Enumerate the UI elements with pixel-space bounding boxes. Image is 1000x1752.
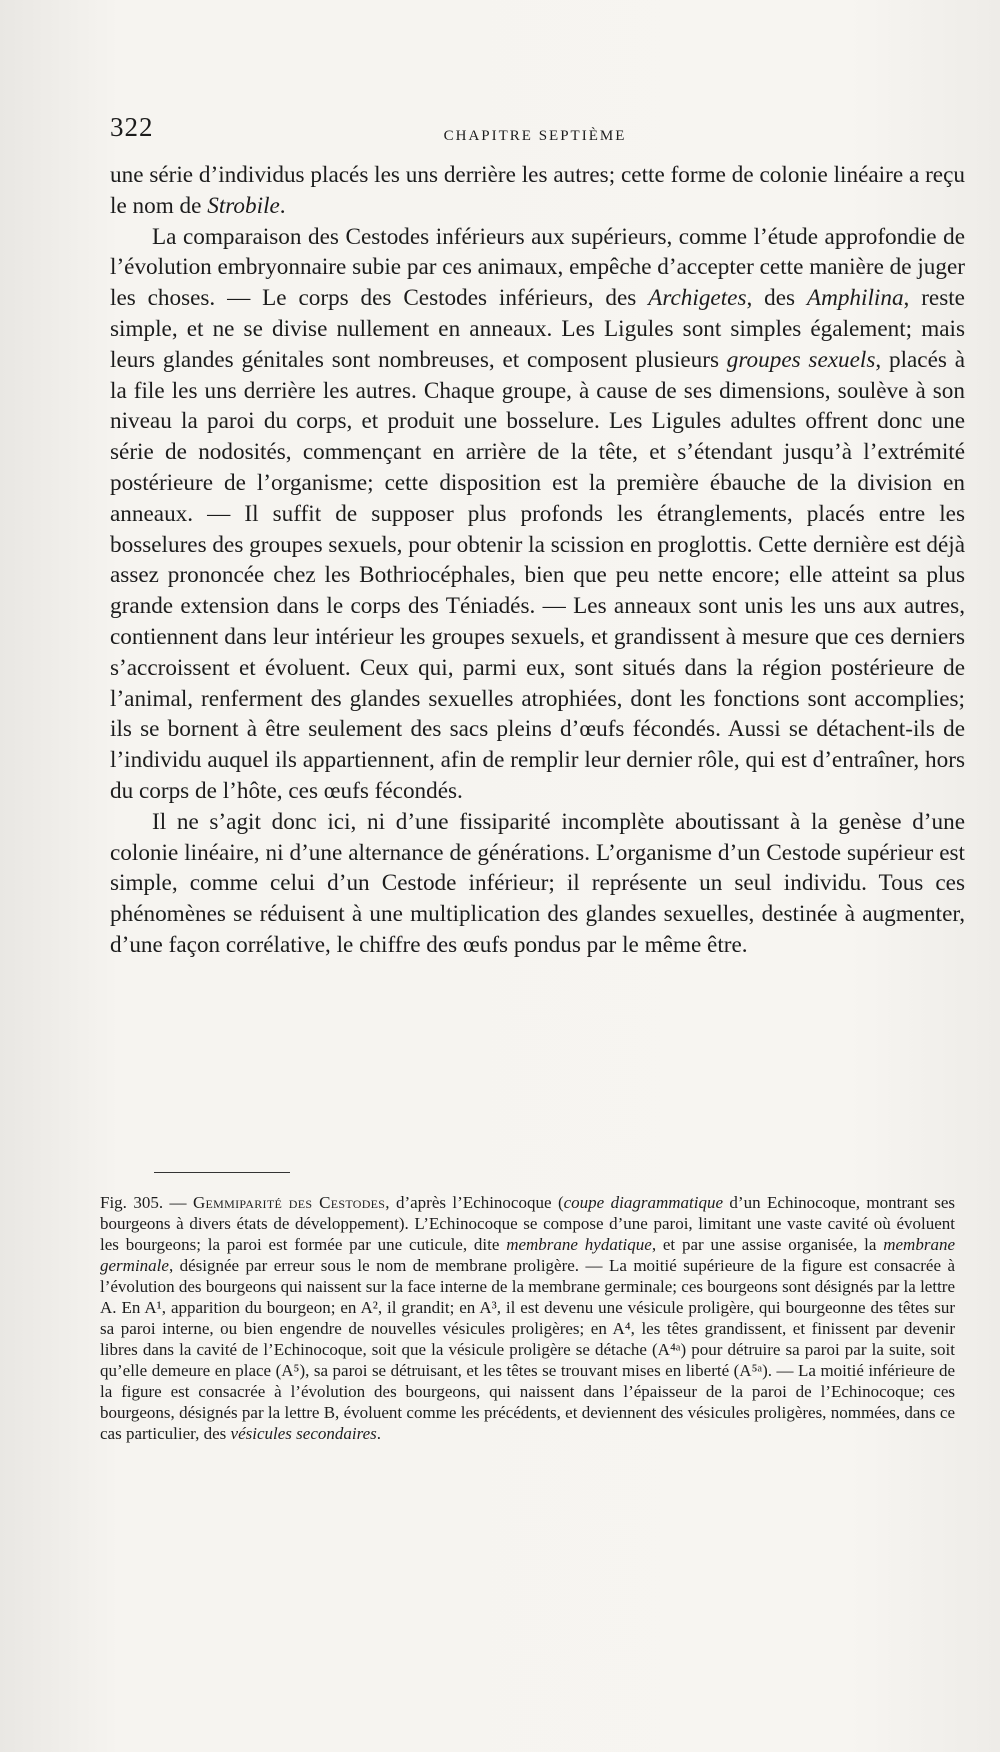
text-run: , reste simple, et ne se divise nullement en anneaux. Les Ligules sont simples également; mais leurs glandes génitales sont nombreuses, et composent plusieurs xyxy=(110,285,965,373)
figure-title: Gemmiparité des Cestodes xyxy=(192,1193,386,1212)
caption-run: . xyxy=(376,1424,381,1443)
caption-run: , d’après l’Echinocoque ( xyxy=(385,1193,564,1212)
footnote-rule xyxy=(154,1172,290,1173)
text-run: une série d’individus placés les uns derrière les autres; cette forme de colonie linéaire a reçu le nom de xyxy=(110,162,965,219)
caption-run: d’un Echinocoque, montrant ses bourgeons à divers états de développement). L’Echinocoque se compose d’une paroi, limitant une vaste cavité où évoluent les bourgeons; la paroi est formée par une cuticule, dite xyxy=(100,1193,955,1254)
text-run: , placés à la file les uns derrière les autres. Chaque groupe, à cause de ses dimensions, soulève à son niveau la paroi du corps, et produit une bosselure. Les Ligules adultes offrent donc une série de nodosités, commençant en arrière de la tête, et s’étendant jusqu’à l’extrémité postérieure de l’organisme; cette disposition est la première ébauche de la division en anneaux. — Il suffit de supposer plus profonds les étranglements, placés entre les bosselures des groupes sexuels, pour obtenir la scission en proglottis. Cette dernière est déjà assez prononcée chez les Bothriocéphales, bien que peu nette encore; elle atteint sa plus grande extension dans le corps des Téniadés. — Les anneaux sont unis les uns aux autres, contiennent dans leur intérieur les groupes sexuels, et grandissent à mesure que ces derniers s’accroissent et évoluent. Ceux qui, parmi eux, sont situés dans la région postérieure de l’animal, renferment des glandes sexuelles atrophiées, dont les fonctions sont accomplies; ils se bornent à être seulement des sacs pleins d’œufs fécondés. Aussi se détachent-ils de l’individu auquel ils appartiennent, afin de remplir leur dernier rôle, qui est d’entraîner, hors du corps de l’hôte, ces œufs fécondés. xyxy=(110,346,965,804)
text-run: Il ne s’agit donc ici, ni d’une fissiparité incomplète aboutissant à la genèse d’une colonie linéaire, ni d’une alternance de générations. L’organisme d’un Cestode supérieur est simple, comme celui d’un Cestode inférieur; il représente un seul individu. Tous ces phénomènes se réduisent à une multiplication des glandes sexuelles, destinée à augmenter, d’une façon corrélative, le chiffre des œufs pondus par le même être. xyxy=(110,808,965,958)
caption-run: , et par une assise organisée, la xyxy=(651,1235,884,1254)
paragraph xyxy=(110,222,965,807)
italic-term: Amphilina xyxy=(806,285,904,312)
paragraph xyxy=(110,160,965,222)
running-head: CHAPITRE SEPTIÈME xyxy=(443,128,627,144)
page-number: 322 xyxy=(110,112,154,142)
caption-italic: coupe diagrammatique xyxy=(563,1193,724,1212)
italic-term: Strobile xyxy=(207,192,280,219)
paragraph xyxy=(110,807,965,961)
page-header xyxy=(110,112,960,152)
caption-italic: vésicules secondaires xyxy=(230,1424,377,1443)
body-text xyxy=(110,160,965,961)
text-run: . xyxy=(279,192,286,219)
caption-run: , désignée par erreur sous le nom de membrane proligère. — La moitié supérieure de la figure est consacrée à l’évolution des bourgeons qui naissent sur la face interne de la membrane germinale; ces bourgeons sont désignés par la lettre A. En A¹, apparition du bourgeon; en A², il grandit; en A³, il est devenu une vésicule proligère, qui bourgeonne des têtes sur sa paroi interne, ou bien engendre de nouvelles vésicules proligères; en A⁴, les têtes grandissent, et finissent par devenir libres dans la cavité de l’Echinocoque, soit que la vésicule proligère se détache (A⁴ᵃ) pour détruire sa paroi par la suite, soit qu’elle demeure en place (A⁵), sa paroi se détruisant, et les têtes se trouvant mises en liberté (A⁵ᵃ). — La moitié inférieure de la figure est consacrée à l’évolution des bourgeons, qui naissent dans l’épaisseur de la paroi de l’Echinocoque; ces bourgeons, désignés par la lettre B, évoluent comme les précédents, et deviennent des vésicules proligères, nommées, dans ce cas particulier, des xyxy=(100,1256,955,1443)
text-run: , des xyxy=(746,285,807,312)
caption-italic: membrane hydatique xyxy=(506,1235,652,1254)
figure-label: Fig. 305. — xyxy=(100,1193,193,1212)
figure-caption xyxy=(100,1192,955,1444)
italic-term: Archigetes xyxy=(648,285,747,312)
italic-term: groupes sexuels xyxy=(726,346,876,373)
caption-italic: membrane germinale xyxy=(100,1235,955,1275)
text-run: La comparaison des Cestodes inférieurs aux supérieurs, comme l’étude approfondie de l’évolution embryonnaire subie par ces animaux, empêche d’accepter cette manière de juger les choses. — Le corps des Cestodes inférieurs, des xyxy=(110,223,965,312)
